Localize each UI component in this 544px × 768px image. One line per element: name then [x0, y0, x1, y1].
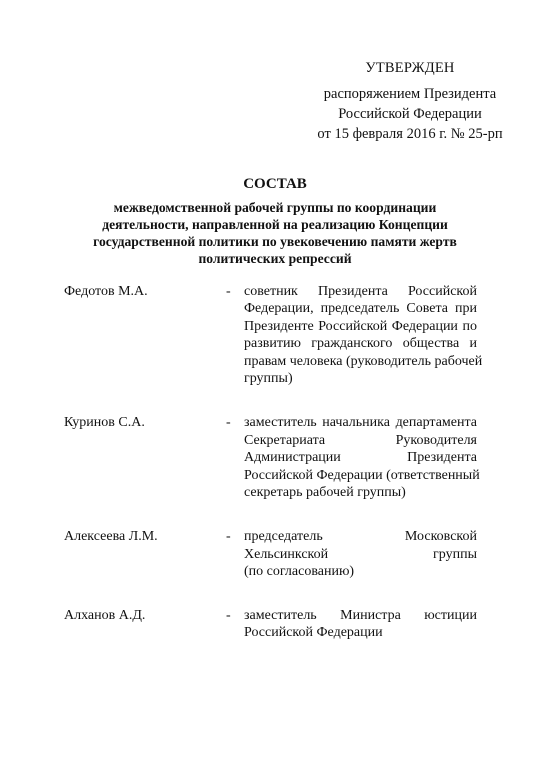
document-subtitle [60, 199, 490, 267]
member-position [244, 528, 477, 580]
position-line: Секретариата Руководителя [244, 432, 477, 448]
position-line: заместитель начальника департамента [244, 415, 477, 431]
position-line: Хельсинкской группы [244, 546, 477, 562]
member-position [244, 607, 477, 642]
member-name: Куринов С.А. [64, 415, 145, 431]
title-block [60, 174, 490, 267]
position-line: Российской Федерации [244, 625, 383, 641]
position-line: советник Президента Российской [244, 284, 477, 299]
approval-line-country: Российской Федерации [338, 106, 482, 122]
members-list [64, 283, 484, 642]
member-entry [64, 607, 484, 642]
document-title: СОСТАВ [243, 176, 307, 192]
member-entry [64, 414, 484, 501]
member-position [244, 283, 483, 387]
position-line: Президенте Российской Федерации по [244, 318, 477, 334]
position-line: председатель Московской [244, 529, 477, 545]
position-line: Российской Федерации (ответственный [244, 467, 480, 483]
approval-block [300, 58, 520, 144]
approval-line-decree: распоряжением Президента [323, 86, 497, 102]
position-line: секретарь рабочей группы) [244, 485, 406, 501]
subtitle-line: межведомственной рабочей группы по координации [113, 200, 437, 215]
approval-title: УТВЕРЖДЕН [365, 60, 455, 76]
position-line: Администрации Президента [244, 450, 477, 466]
member-dash: - [226, 529, 231, 545]
member-entry [64, 283, 484, 387]
member-dash: - [226, 607, 231, 623]
member-name: Алексеева Л.М. [64, 529, 158, 545]
approval-line-date: от 15 февраля 2016 г. № 25-рп [317, 126, 503, 142]
position-line: Федерации, председатель Совета при [244, 301, 477, 317]
member-dash: - [226, 284, 231, 299]
member-name: Федотов М.А. [64, 284, 148, 299]
position-line: (по согласованию) [244, 564, 355, 580]
member-dash: - [226, 415, 231, 431]
member-position [244, 414, 480, 501]
position-line: развитию гражданского общества и [244, 336, 477, 352]
member-name: Алханов А.Д. [64, 607, 146, 623]
subtitle-line: политических репрессий [198, 251, 352, 266]
position-line: правам человека (руководитель рабочей [244, 353, 483, 369]
subtitle-line: государственной политики по увековечению памяти жертв [93, 234, 457, 249]
member-entry [64, 528, 484, 580]
position-line: группы) [244, 371, 293, 387]
subtitle-line: деятельности, направленной на реализацию Концепции [102, 217, 448, 232]
position-line: заместитель Министра юстиции [244, 607, 477, 623]
